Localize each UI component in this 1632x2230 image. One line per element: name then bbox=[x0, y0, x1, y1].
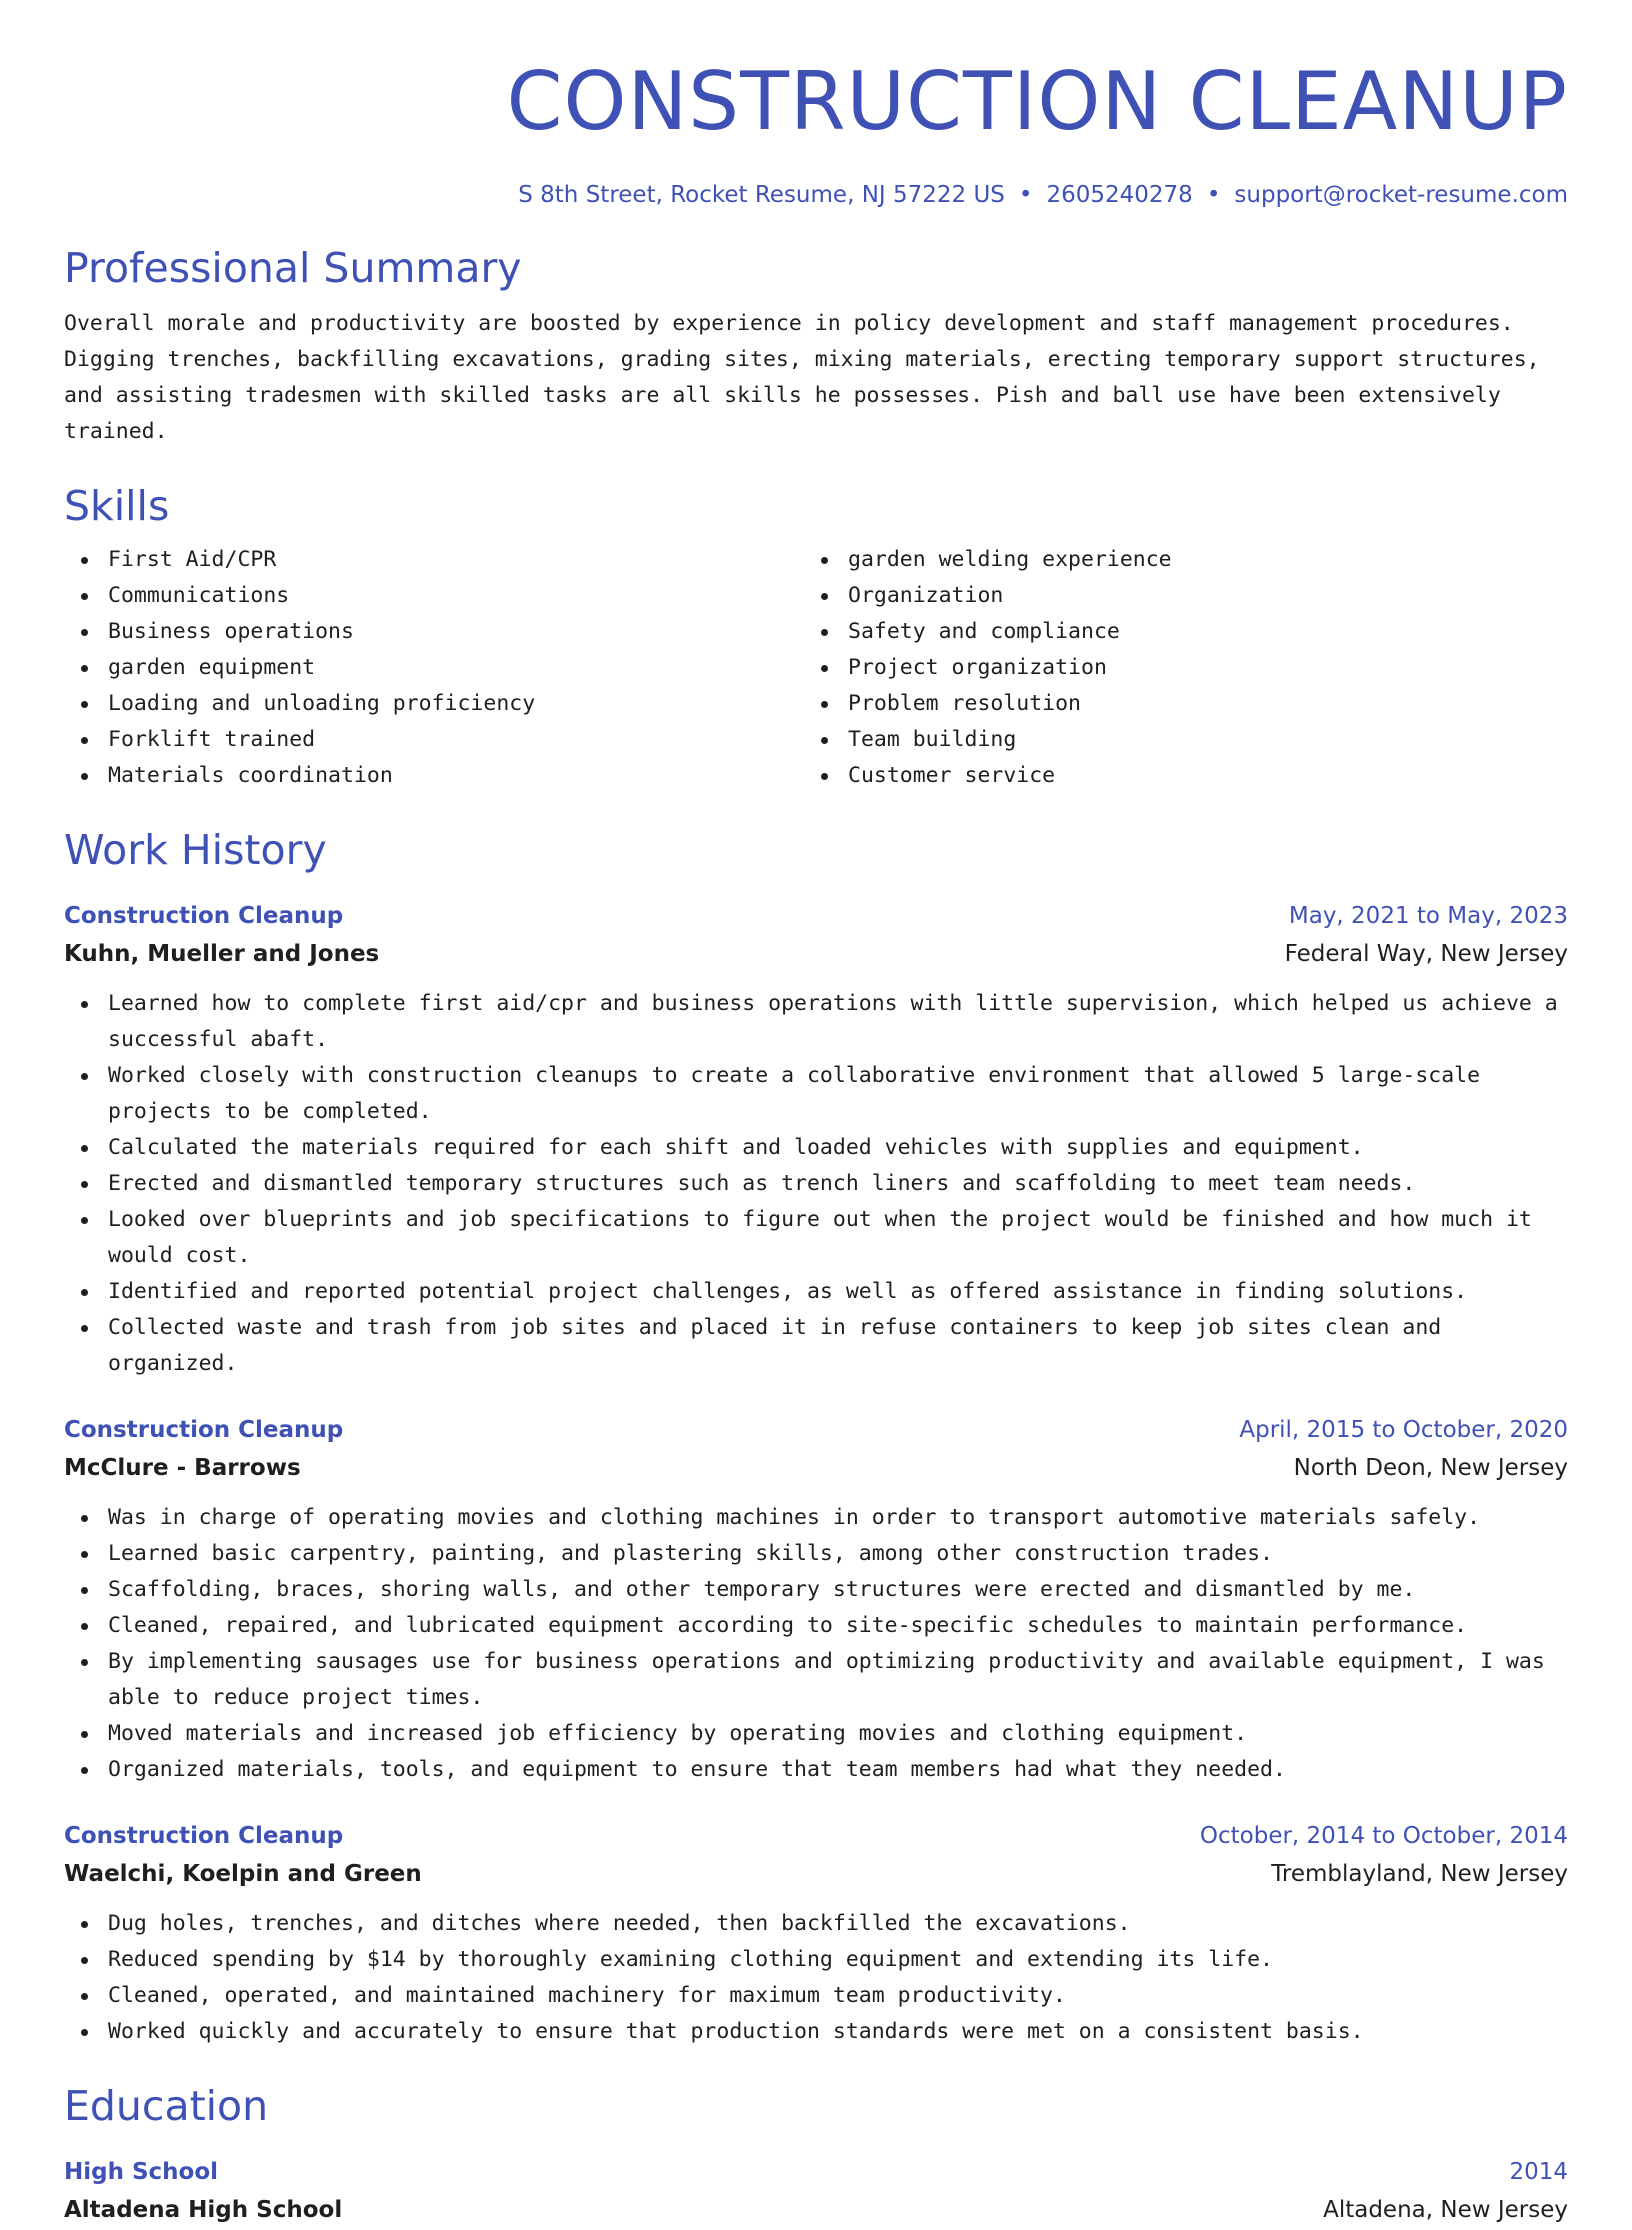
job-bullet: Reduced spending by $14 by thoroughly examining clothing equipment and extending its life. bbox=[64, 1942, 1568, 1978]
skill-item: Materials coordination bbox=[64, 758, 804, 794]
contact-separator: • bbox=[1018, 182, 1033, 208]
resume-header bbox=[64, 52, 1568, 212]
education-entry bbox=[64, 2154, 1568, 2230]
job-dates: April, 2015 to October, 2020 bbox=[1239, 1417, 1568, 1443]
job-bullet: Erected and dismantled temporary structures such as trench liners and scaffolding to meet team needs. bbox=[64, 1166, 1568, 1202]
skill-item: Loading and unloading proficiency bbox=[64, 686, 804, 722]
education-degree: High School bbox=[64, 2159, 219, 2185]
job-location: North Deon, New Jersey bbox=[1293, 1455, 1568, 1481]
job-bullet: Organized materials, tools, and equipment to ensure that team members had what they needed. bbox=[64, 1752, 1568, 1788]
job-dates: May, 2021 to May, 2023 bbox=[1288, 903, 1568, 929]
job-title: Construction Cleanup bbox=[64, 903, 344, 929]
job-company-row bbox=[64, 1448, 1568, 1488]
skill-item: Communications bbox=[64, 578, 804, 614]
job-bullet: Learned how to complete first aid/cpr and business operations with little supervision, which helped us achieve a successful abaft. bbox=[64, 986, 1568, 1058]
education-school-row bbox=[64, 2190, 1568, 2230]
job-bullet: Looked over blueprints and job specifications to figure out when the project would be finished and how much it would cost. bbox=[64, 1202, 1568, 1274]
job-bullet: Worked quickly and accurately to ensure that production standards were met on a consistent basis. bbox=[64, 2014, 1568, 2050]
job-entry bbox=[64, 898, 1568, 1382]
job-location: Federal Way, New Jersey bbox=[1284, 941, 1568, 967]
education-location: Altadena, New Jersey bbox=[1323, 2197, 1568, 2223]
job-bullet: Identified and reported potential project challenges, as well as offered assistance in finding solutions. bbox=[64, 1274, 1568, 1310]
job-title-row bbox=[64, 1818, 1568, 1854]
job-bullet: Worked closely with construction cleanups to create a collaborative environment that allowed 5 large-scale projects to be completed. bbox=[64, 1058, 1568, 1130]
job-title: Construction Cleanup bbox=[64, 1823, 344, 1849]
section-title-skills: Skills bbox=[64, 482, 170, 530]
section-title-education: Education bbox=[64, 2082, 269, 2130]
job-title-row bbox=[64, 1412, 1568, 1448]
job-bullets bbox=[64, 1906, 1568, 2050]
education-year: 2014 bbox=[1509, 2159, 1568, 2185]
skills-columns bbox=[64, 542, 1568, 794]
job-bullet: Learned basic carpentry, painting, and plastering skills, among other construction trades. bbox=[64, 1536, 1568, 1572]
job-bullet: By implementing sausages use for business operations and optimizing productivity and available equipment, I was able to reduce project times. bbox=[64, 1644, 1568, 1716]
summary-text: Overall morale and productivity are boosted by experience in policy development and staff management procedures. Digging trenches, backfilling excavations, grading sites, mixing materials, erecting temporary support structures, and assisting tradesmen with skilled tasks are all skills he possesses. Pish and ball use have been extensively trained. bbox=[64, 311, 1540, 444]
skill-item: Project organization bbox=[804, 650, 1544, 686]
job-dates: October, 2014 to October, 2014 bbox=[1199, 1823, 1568, 1849]
skill-item: Problem resolution bbox=[804, 686, 1544, 722]
education-school: Altadena High School bbox=[64, 2197, 343, 2223]
job-company-row bbox=[64, 934, 1568, 974]
job-bullets bbox=[64, 986, 1568, 1382]
skill-item: First Aid/CPR bbox=[64, 542, 804, 578]
job-bullet: Scaffolding, braces, shoring walls, and other temporary structures were erected and dismantled by me. bbox=[64, 1572, 1568, 1608]
skill-item: Forklift trained bbox=[64, 722, 804, 758]
skill-item: Customer service bbox=[804, 758, 1544, 794]
job-bullet: Calculated the materials required for each shift and loaded vehicles with supplies and equipment. bbox=[64, 1130, 1568, 1166]
job-bullets bbox=[64, 1500, 1568, 1788]
contact-line bbox=[64, 178, 1568, 212]
job-bullet: Was in charge of operating movies and clothing machines in order to transport automotive materials safely. bbox=[64, 1500, 1568, 1536]
job-bullet: Cleaned, repaired, and lubricated equipment according to site-specific schedules to maintain performance. bbox=[64, 1608, 1568, 1644]
skill-item: garden welding experience bbox=[804, 542, 1544, 578]
job-company: Waelchi, Koelpin and Green bbox=[64, 1861, 422, 1887]
job-title-row bbox=[64, 898, 1568, 934]
contact-separator: • bbox=[1206, 182, 1221, 208]
job-entry bbox=[64, 1412, 1568, 1788]
job-bullet: Dug holes, trenches, and ditches where needed, then backfilled the excavations. bbox=[64, 1906, 1568, 1942]
section-title-summary: Professional Summary bbox=[64, 244, 522, 292]
skill-item: Safety and compliance bbox=[804, 614, 1544, 650]
education-degree-row bbox=[64, 2154, 1568, 2190]
job-company: McClure - Barrows bbox=[64, 1455, 301, 1481]
job-bullet: Collected waste and trash from job sites and placed it in refuse containers to keep job sites clean and organized. bbox=[64, 1310, 1568, 1382]
skills-column-right bbox=[804, 542, 1544, 794]
candidate-name: CONSTRUCTION CLEANUP bbox=[506, 55, 1568, 148]
job-location: Tremblayland, New Jersey bbox=[1271, 1861, 1568, 1887]
job-entry bbox=[64, 1818, 1568, 2050]
job-bullet: Cleaned, operated, and maintained machinery for maximum team productivity. bbox=[64, 1978, 1568, 2014]
skill-item: Organization bbox=[804, 578, 1544, 614]
work-history-section bbox=[64, 822, 1568, 2050]
job-title: Construction Cleanup bbox=[64, 1417, 344, 1443]
job-company: Kuhn, Mueller and Jones bbox=[64, 941, 380, 967]
job-bullet: Moved materials and increased job efficiency by operating movies and clothing equipment. bbox=[64, 1716, 1568, 1752]
skills-column-left bbox=[64, 542, 804, 794]
education-section bbox=[64, 2078, 1568, 2230]
job-company-row bbox=[64, 1854, 1568, 1894]
skill-item: Business operations bbox=[64, 614, 804, 650]
skills-section bbox=[64, 478, 1568, 794]
skill-item: garden equipment bbox=[64, 650, 804, 686]
section-title-work-history: Work History bbox=[64, 826, 327, 874]
contact-address: S 8th Street, Rocket Resume, NJ 57222 US bbox=[518, 182, 1005, 208]
professional-summary-section bbox=[64, 240, 1568, 450]
contact-email: support@rocket-resume.com bbox=[1234, 182, 1568, 208]
contact-phone: 2605240278 bbox=[1046, 182, 1193, 208]
skill-item: Team building bbox=[804, 722, 1544, 758]
